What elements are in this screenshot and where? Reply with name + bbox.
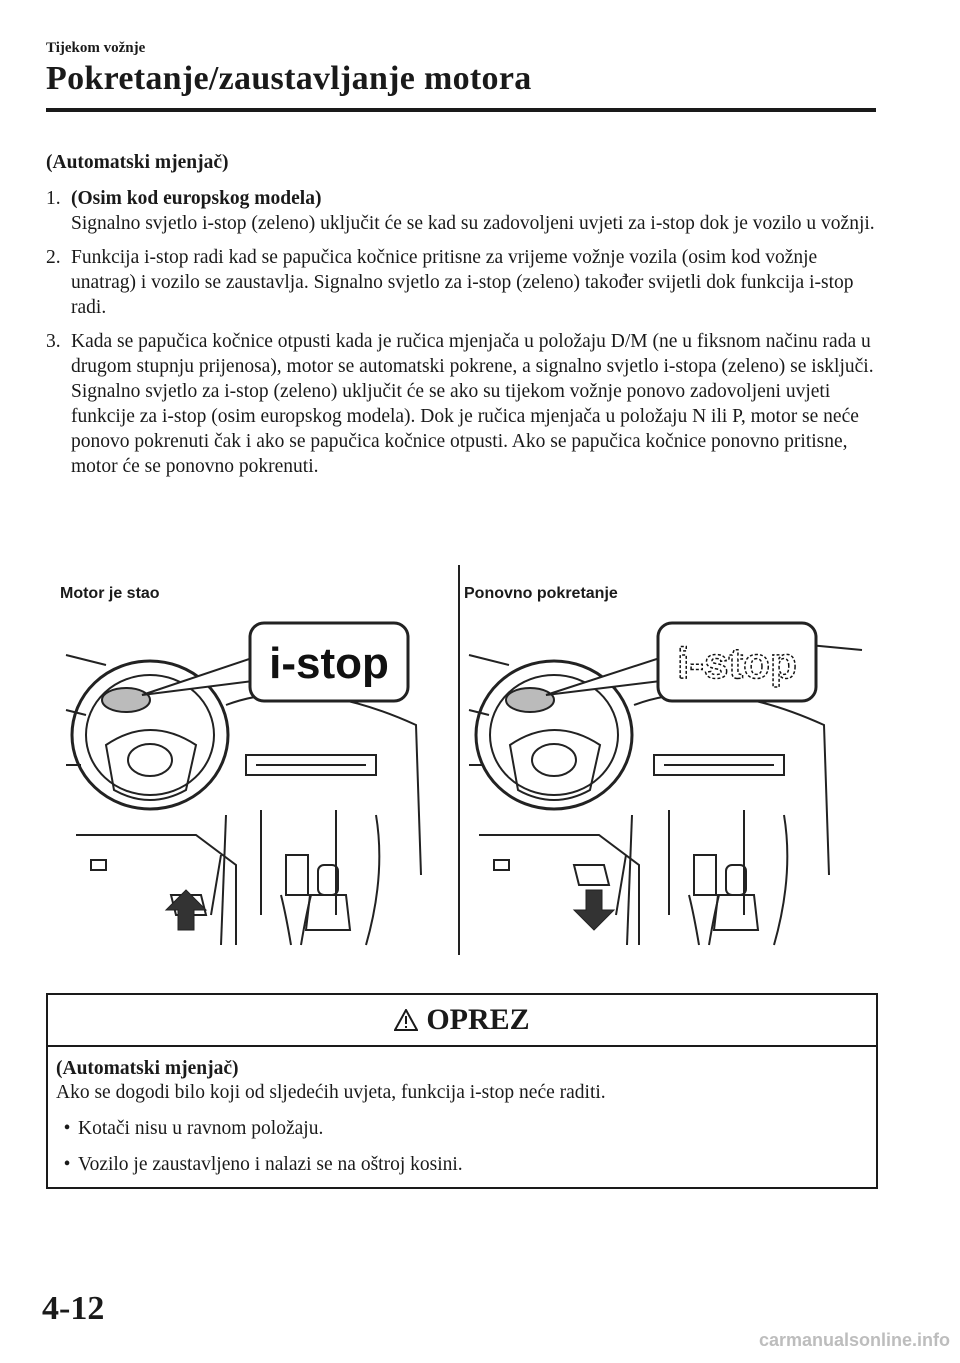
- caution-intro: Ako se dogodi bilo koji od sljedećih uvjeta, funkcija i-stop neće raditi.: [56, 1082, 606, 1103]
- step-item: [46, 245, 876, 320]
- page-number: 4-12: [42, 1290, 105, 1327]
- right-caption: Ponovno pokretanje: [464, 585, 618, 602]
- watermark-text: carmanualsonline.info: [758, 1330, 950, 1350]
- caution-subhead: (Automatski mjenjač): [56, 1058, 239, 1079]
- arrow-down-icon: [574, 890, 614, 930]
- warning-triangle-icon: [394, 1009, 418, 1031]
- step-item: [46, 329, 876, 479]
- dashboard-illustration-left: [46, 615, 456, 955]
- list-item: [56, 1153, 868, 1177]
- bullet-icon: •: [63, 1154, 71, 1175]
- caution-box: [46, 993, 878, 1189]
- figure-divider: [458, 565, 460, 955]
- bullet-text: Vozilo je zaustavljeno i nalazi se na oštroj kosini.: [78, 1154, 463, 1175]
- step-number: 3.: [46, 331, 61, 352]
- indicator-lamp-icon: [506, 688, 554, 712]
- header-divider: [46, 108, 876, 112]
- step-number: 2.: [46, 247, 61, 268]
- indicator-lamp-icon: [102, 688, 150, 712]
- istop-badge-text: i-stop: [269, 639, 389, 688]
- main-content: [46, 150, 876, 488]
- caution-header: [48, 995, 876, 1047]
- left-caption: Motor je stao: [60, 585, 160, 602]
- step-body: [71, 186, 876, 236]
- step-number: 1.: [46, 188, 61, 209]
- dashboard-illustration-right: [464, 615, 874, 955]
- step-text: Funkcija i-stop radi kad se papučica kočnice pritisne za vrijeme vožnje vozila (osim kod vožnje unatrag) i vozilo se zaustavlja. Signalno svjetlo za i-stop (zeleno) također svijetli dok funkcija i-stop radi.: [71, 247, 854, 318]
- list-item: [56, 1117, 868, 1141]
- bullet-text: Kotači nisu u ravnom položaju.: [78, 1118, 324, 1139]
- page-title: Pokretanje/zaustavljanje motora: [46, 60, 532, 97]
- illustration-figure: [46, 565, 876, 955]
- caution-title: OPREZ: [426, 1003, 530, 1036]
- step-item: [46, 186, 876, 236]
- section-label: Tijekom vožnje: [46, 40, 146, 56]
- content-subhead: (Automatski mjenjač): [46, 152, 229, 173]
- caution-body: [48, 1047, 876, 1177]
- step-body: [71, 329, 876, 479]
- step-body: [71, 245, 876, 320]
- step-text: Kada se papučica kočnice otpusti kada je ručica mjenjača u položaju D/M (ne u fiksnom načinu rada u drugom stupnju prijenosa), motor se automatski pokrene, a signalno svjetlo i-stopa (zeleno) se isključi. Signalno svjetlo za i-stop (zeleno) uključit će se ako su tijekom vožnje ponovo zadovoljeni uvjeti funkcije za i-stop (osim europskog modela). Dok je ručica mjenjača u položaju N ili P, motor se neće ponovo pokrenuti čak i ako se papučica kočnice otpusti. Ako se papučica kočnice ponovno pritisne, motor će se ponovno pokrenuti.: [71, 331, 874, 477]
- step-text: Signalno svjetlo i-stop (zeleno) uključit će se kad su zadovoljeni uvjeti za i-stop dok je vozilo u vožnji.: [71, 213, 875, 234]
- bullet-icon: •: [63, 1118, 71, 1139]
- istop-badge-outline-text: i-stop: [677, 639, 797, 688]
- step-bold-text: (Osim kod europskog modela): [71, 188, 322, 209]
